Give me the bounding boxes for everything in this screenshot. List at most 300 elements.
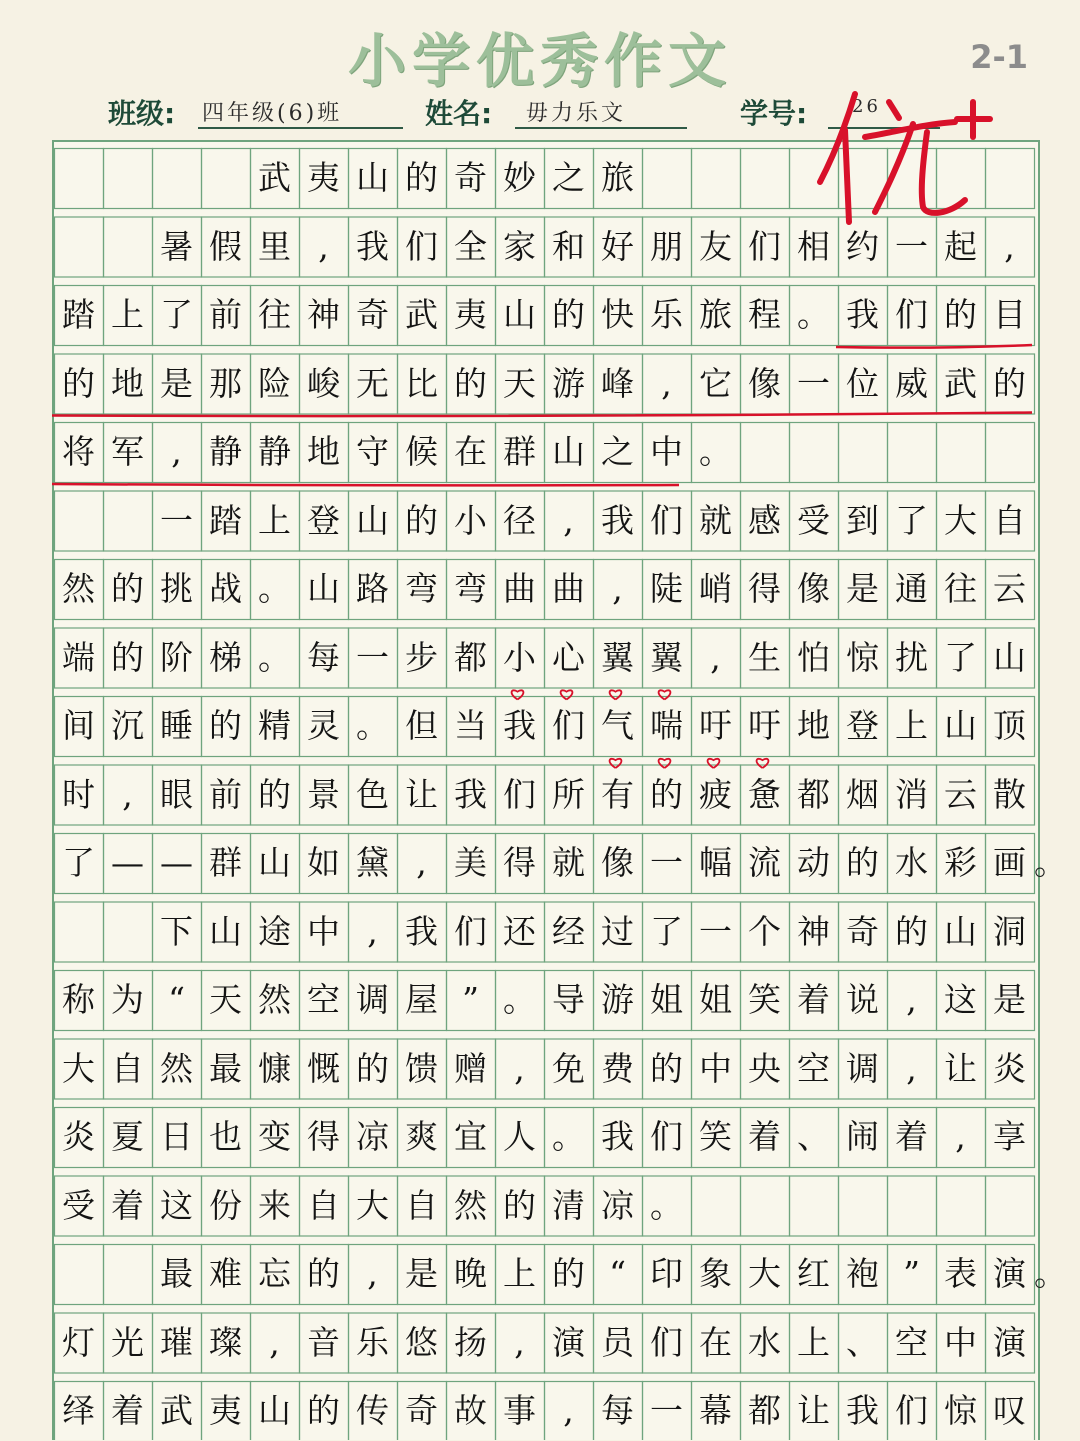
writing-grid-sheet [52,140,1067,1440]
essay-char: 得 [307,1117,340,1156]
essay-char: 象 [699,1254,732,1293]
essay-char: 山 [356,500,389,540]
essay-char: 武 [160,1391,193,1430]
essay-char: 们 [650,1322,683,1362]
essay-char: 空 [797,1048,830,1088]
essay-char: 了 [944,637,977,677]
essay-char: 是 [160,363,193,403]
essay-char: 流 [748,843,781,882]
essay-char: 享 [993,1117,1026,1156]
essay-char: 都 [797,774,830,814]
essay-char: 旅 [601,158,634,197]
essay-char: , [906,1048,917,1088]
essay-char: 受 [797,500,830,540]
essay-char: 也 [209,1117,242,1156]
essay-char: 云 [944,774,977,814]
essay-char: 精 [258,706,291,745]
essay-char: 有 [601,774,634,814]
essay-char: 变 [258,1117,291,1156]
essay-char: 音 [307,1322,340,1362]
essay-char: 一 [699,911,732,951]
essay-line [54,1107,1034,1167]
essay-char: 生 [748,637,781,677]
essay-char: 峻 [307,363,340,403]
essay-char: 乐 [356,1322,389,1362]
class-value: 四年级(6)班 [202,101,343,126]
essay-char: 凉 [601,1185,634,1225]
essay-char: 将 [62,432,95,471]
essay-char: 上 [111,295,144,334]
essay-char: 画 [993,843,1026,882]
essay-char: 了 [650,911,683,951]
essay-char: , [710,637,721,677]
essay-char: 小 [454,500,487,540]
essay-char: 们 [650,500,683,540]
essay-char: , [612,569,623,608]
essay-line [54,1039,1034,1099]
essay-char [54,491,103,551]
essay-char: 如 [307,843,340,882]
essay-char [54,902,103,962]
essay-char: 家 [503,226,536,266]
essay-char: 假 [209,226,242,266]
essay-char: 晚 [454,1254,487,1293]
essay-char: 妙 [503,158,536,197]
essay-char: 受 [62,1185,95,1225]
essay-char: 演 [993,1254,1026,1293]
essay-char: 沉 [111,706,144,745]
essay-char: 的 [111,569,144,608]
essay-char: 友 [699,226,732,266]
essay-char: 山 [993,637,1026,677]
essay-char: 踏 [62,295,95,334]
essay-char: 。 [552,1117,585,1156]
essay-char: 了 [160,295,193,334]
essay-char: 爽 [405,1117,438,1156]
essay-char: 的 [650,774,683,814]
essay-char: 小 [503,637,536,677]
essay-char: 我 [454,774,487,814]
essay-char: 武 [258,158,291,197]
essay-char: 得 [503,843,536,882]
essay-line [54,970,1034,1030]
essay-char: 都 [748,1391,781,1430]
essay-char: 山 [503,295,536,334]
essay-char: 通 [895,569,928,608]
essay-char: 中 [650,432,683,471]
essay-char: 踏 [209,500,242,540]
essay-char: 里 [258,226,291,266]
essay-char: 称 [62,980,95,1019]
essay-char: 一 [797,363,830,403]
essay-char: 姐 [650,980,683,1019]
essay-char: 像 [797,569,830,608]
essay-char: 表 [944,1254,977,1293]
essay-line [54,285,1034,345]
essay-char: 惊 [944,1391,977,1430]
essay-char: 朋 [650,226,683,266]
essay-char: 自 [405,1185,438,1225]
essay-char: 心 [552,637,585,677]
essay-char: 我 [846,1391,879,1430]
essay-char: 空 [307,980,340,1019]
essay-char: 途 [258,911,291,951]
essay-char: 神 [307,295,340,334]
essay-char: 比 [405,363,438,403]
essay-char: 然 [454,1185,487,1225]
essay-char [103,217,152,277]
essay-char: 大 [748,1254,781,1293]
class-underline [198,127,403,129]
essay-char: , [563,500,574,540]
grade-mark-icon [815,82,1005,232]
essay-char: 战 [209,569,242,608]
essay-char: 山 [209,911,242,951]
name-value: 毋力乐文 [526,101,627,126]
essay-char: 的 [552,295,585,334]
essay-char: , [955,1117,966,1156]
essay-char: , [318,226,329,266]
essay-char: 步 [405,637,438,677]
essay-char: 往 [258,295,291,334]
essay-char: 约 [846,226,879,266]
essay-char: 洞 [993,911,1026,951]
essay-char: 峰 [601,363,634,403]
essay-char: 光 [111,1322,144,1362]
essay-char: 的 [503,1185,536,1225]
essay-char: 之 [552,158,585,197]
essay-char: 夷 [454,295,487,334]
essay-char: 山 [944,911,977,951]
essay-char: 着 [895,1117,928,1156]
essay-char: 的 [650,1048,683,1088]
essay-char: 笑 [699,1117,732,1156]
essay-char: 传 [356,1391,389,1430]
essay-char: 相 [797,226,830,266]
essay-char: 的 [454,363,487,403]
essay-char: , [661,363,672,403]
essay-char: 每 [601,1391,634,1430]
essay-char: 径 [503,500,536,540]
essay-char: 绎 [62,1391,95,1430]
essay-char: 阶 [160,637,193,677]
essay-char: 。 [1034,843,1067,882]
essay-char: 前 [209,295,242,334]
essay-char: 上 [895,706,928,745]
essay-line [54,1176,1034,1236]
name-underline [515,127,687,129]
essay-char: 眼 [160,774,193,814]
essay-char: 动 [797,843,830,882]
essay-char: 弯 [454,569,487,608]
essay-char: 消 [895,774,928,814]
essay-char: 炎 [993,1048,1026,1088]
id-label: 学号: [740,97,808,130]
essay-line [54,696,1034,756]
essay-line [54,354,1034,414]
essay-char: 导 [552,980,585,1019]
essay-char: 叹 [993,1391,1026,1430]
id-value: 26 [852,96,881,117]
essay-char: 璨 [209,1322,242,1362]
essay-char: 的 [405,500,438,540]
essay-char: 扬 [454,1322,487,1362]
essay-line [54,1381,1034,1441]
essay-char: 屋 [405,980,438,1019]
essay-char: 自 [307,1185,340,1225]
essay-line [54,902,1034,962]
essay-char: 景 [307,774,340,814]
essay-char: 悠 [405,1322,438,1362]
essay-char: 端 [62,637,95,677]
essay-char: 夷 [209,1391,242,1430]
essay-char: 灵 [307,706,340,745]
essay-char: 地 [111,363,144,403]
essay-char: 的 [111,637,144,677]
essay-char: “ [168,980,185,1019]
essay-char: 的 [209,706,242,745]
essay-char: 那 [209,363,242,403]
essay-char: 我 [503,706,536,745]
essay-char: 份 [209,1185,242,1225]
essay-char: 时 [62,774,95,814]
essay-char: , [906,980,917,1019]
essay-char: 和 [552,226,585,266]
essay-char: 登 [307,500,340,540]
essay-char: 故 [454,1391,487,1430]
essay-char: 山 [944,706,977,745]
essay-char [103,902,152,962]
essay-char: 静 [258,432,291,471]
essay-char: 静 [209,432,242,471]
essay-char: “ [609,1254,626,1293]
essay-char: 然 [258,980,291,1019]
essay-char: 。 [258,637,291,677]
essay-char [201,148,250,208]
essay-char: 。 [1034,1254,1067,1293]
essay-char: 中 [944,1322,977,1362]
essay-char: 位 [846,363,879,403]
essay-char: 程 [748,295,781,334]
essay-char: 下 [160,911,193,951]
essay-char: 中 [307,911,340,951]
essay-char: 武 [405,295,438,334]
essay-char: , [563,1391,574,1430]
essay-char: 上 [503,1254,536,1293]
essay-char: 免 [552,1048,585,1088]
essay-char: 色 [356,774,389,814]
essay-char: 演 [993,1322,1026,1362]
essay-char: 然 [62,569,95,608]
essay-char: 让 [405,774,438,814]
essay-char: 让 [944,1048,977,1088]
essay-char: 往 [944,569,977,608]
essay-char: 在 [454,432,487,471]
essay-char: 山 [552,432,585,471]
essay-char: 宜 [454,1117,487,1156]
essay-char: , [269,1322,280,1362]
essay-char: 着 [748,1117,781,1156]
essay-char: 是 [846,569,879,608]
essay-char: 最 [209,1048,242,1088]
essay-char: 候 [405,432,438,471]
essay-char: 们 [650,1117,683,1156]
essay-char: 它 [699,363,732,403]
essay-char: 像 [748,363,781,403]
essay-char: 大 [944,500,977,540]
essay-char: 扰 [895,637,928,677]
essay-char: 惊 [846,637,879,677]
essay-char: 笑 [748,980,781,1019]
essay-char: 了 [895,500,928,540]
essay-char: 。 [258,569,291,608]
essay-char: 着 [111,1185,144,1225]
essay-char: 。 [650,1185,683,1225]
essay-char: 黛 [356,843,389,882]
essay-char: 吁 [699,706,732,745]
essay-char: 在 [699,1322,732,1362]
essay-char: 地 [797,706,830,745]
essay-char: , [514,1322,525,1362]
essay-char: 威 [895,363,928,403]
essay-char: 印 [650,1254,683,1293]
essay-char [103,1244,152,1304]
page-title: 小学优秀作文 [347,27,732,95]
essay-char: 演 [552,1322,585,1362]
essay-char: 们 [748,226,781,266]
essay-char: 守 [356,432,389,471]
essay-char: 璀 [160,1322,193,1362]
essay-char: 疲 [699,774,732,814]
essay-line [54,765,1034,825]
essay-char: 当 [454,706,487,745]
essay-char: 烟 [846,774,879,814]
essay-char: , [171,432,182,471]
essay-char: 、 [846,1322,879,1362]
essay-char: 馈 [405,1048,438,1088]
essay-char: 山 [307,569,340,608]
essay-char: 空 [895,1322,928,1362]
essay-char: 顶 [993,706,1026,745]
essay-char: 这 [944,980,977,1019]
essay-char: 到 [846,500,879,540]
essay-char: 让 [797,1391,830,1430]
essay-char: 的 [307,1391,340,1430]
essay-char: 群 [209,843,242,882]
essay-char: 快 [601,295,634,334]
essay-char: 山 [258,1391,291,1430]
essay-char: 的 [62,363,95,403]
essay-char: 调 [356,980,389,1019]
essay-char: 奇 [356,295,389,334]
essay-char: 炎 [62,1117,95,1156]
essay-char: 夏 [111,1117,144,1156]
essay-char: 的 [307,1254,340,1293]
essay-char: 是 [405,1254,438,1293]
essay-char: 难 [209,1254,242,1293]
essay-char: 曲 [503,569,536,608]
essay-char [54,217,103,277]
essay-char: 的 [944,295,977,334]
essay-line [54,628,1034,688]
essay-char: 好 [601,226,634,266]
essay-char: 闹 [846,1117,879,1156]
essay-char: 峭 [699,569,732,608]
essay-char: 翼 [601,637,634,677]
essay-char: 就 [552,843,585,882]
essay-char: 山 [356,158,389,197]
essay-char: 自 [993,500,1026,540]
essay-char: 大 [62,1048,95,1088]
essay-char: 云 [993,569,1026,608]
essay-char: 睡 [160,706,193,745]
essay-char: 忘 [258,1254,291,1293]
essay-char: 间 [62,706,95,745]
essay-char: 的 [356,1048,389,1088]
essay-char: 喘 [650,706,683,745]
essay-char: 军 [111,432,144,471]
essay-char [54,148,103,208]
essay-char: 。 [356,706,389,745]
essay-line [54,491,1034,551]
essay-char: 们 [454,911,487,951]
essay-char: 武 [944,363,977,403]
essay-char: 们 [895,295,928,334]
essay-char: 经 [552,911,585,951]
essay-char: 的 [993,363,1026,403]
essay-char: 上 [258,500,291,540]
essay-char: 然 [160,1048,193,1088]
essay-char: 的 [895,911,928,951]
essay-char: 。 [699,432,732,471]
essay-char: 游 [601,980,634,1019]
essay-char: 袍 [846,1254,879,1293]
essay-char: 这 [160,1185,193,1225]
essay-char: 央 [748,1048,781,1088]
essay-char: 水 [748,1322,781,1362]
essay-char: 过 [601,911,634,951]
essay-char: 幕 [699,1391,732,1430]
essay-char: 奇 [405,1391,438,1430]
essay-char: 凉 [356,1117,389,1156]
essay-char: 是 [993,980,1026,1019]
essay-char: 还 [503,911,536,951]
essay-char: 红 [797,1254,830,1293]
essay-char: , [514,1048,525,1088]
essay-char: , [367,911,378,951]
essay-char: 暑 [160,226,193,266]
essay-char: 慷 [258,1048,291,1088]
essay-char: 气 [601,706,634,745]
essay-char: 挑 [160,569,193,608]
essay-char: 都 [454,637,487,677]
essay-char [152,148,201,208]
essay-char: 我 [405,911,438,951]
essay-char: — [111,843,144,882]
essay-char: 调 [846,1048,879,1088]
essay-line [54,1313,1034,1373]
essay-char: 美 [454,843,487,882]
essay-char: 灯 [62,1322,95,1362]
essay-char: 人 [503,1117,536,1156]
essay-char: 神 [797,911,830,951]
essay-char: 一 [160,500,193,540]
essay-char: 夷 [307,158,340,197]
essay-char: 曲 [552,569,585,608]
essay-char: ” [903,1254,920,1293]
essay-char: 旅 [699,295,732,334]
class-label: 班级: [108,97,176,130]
